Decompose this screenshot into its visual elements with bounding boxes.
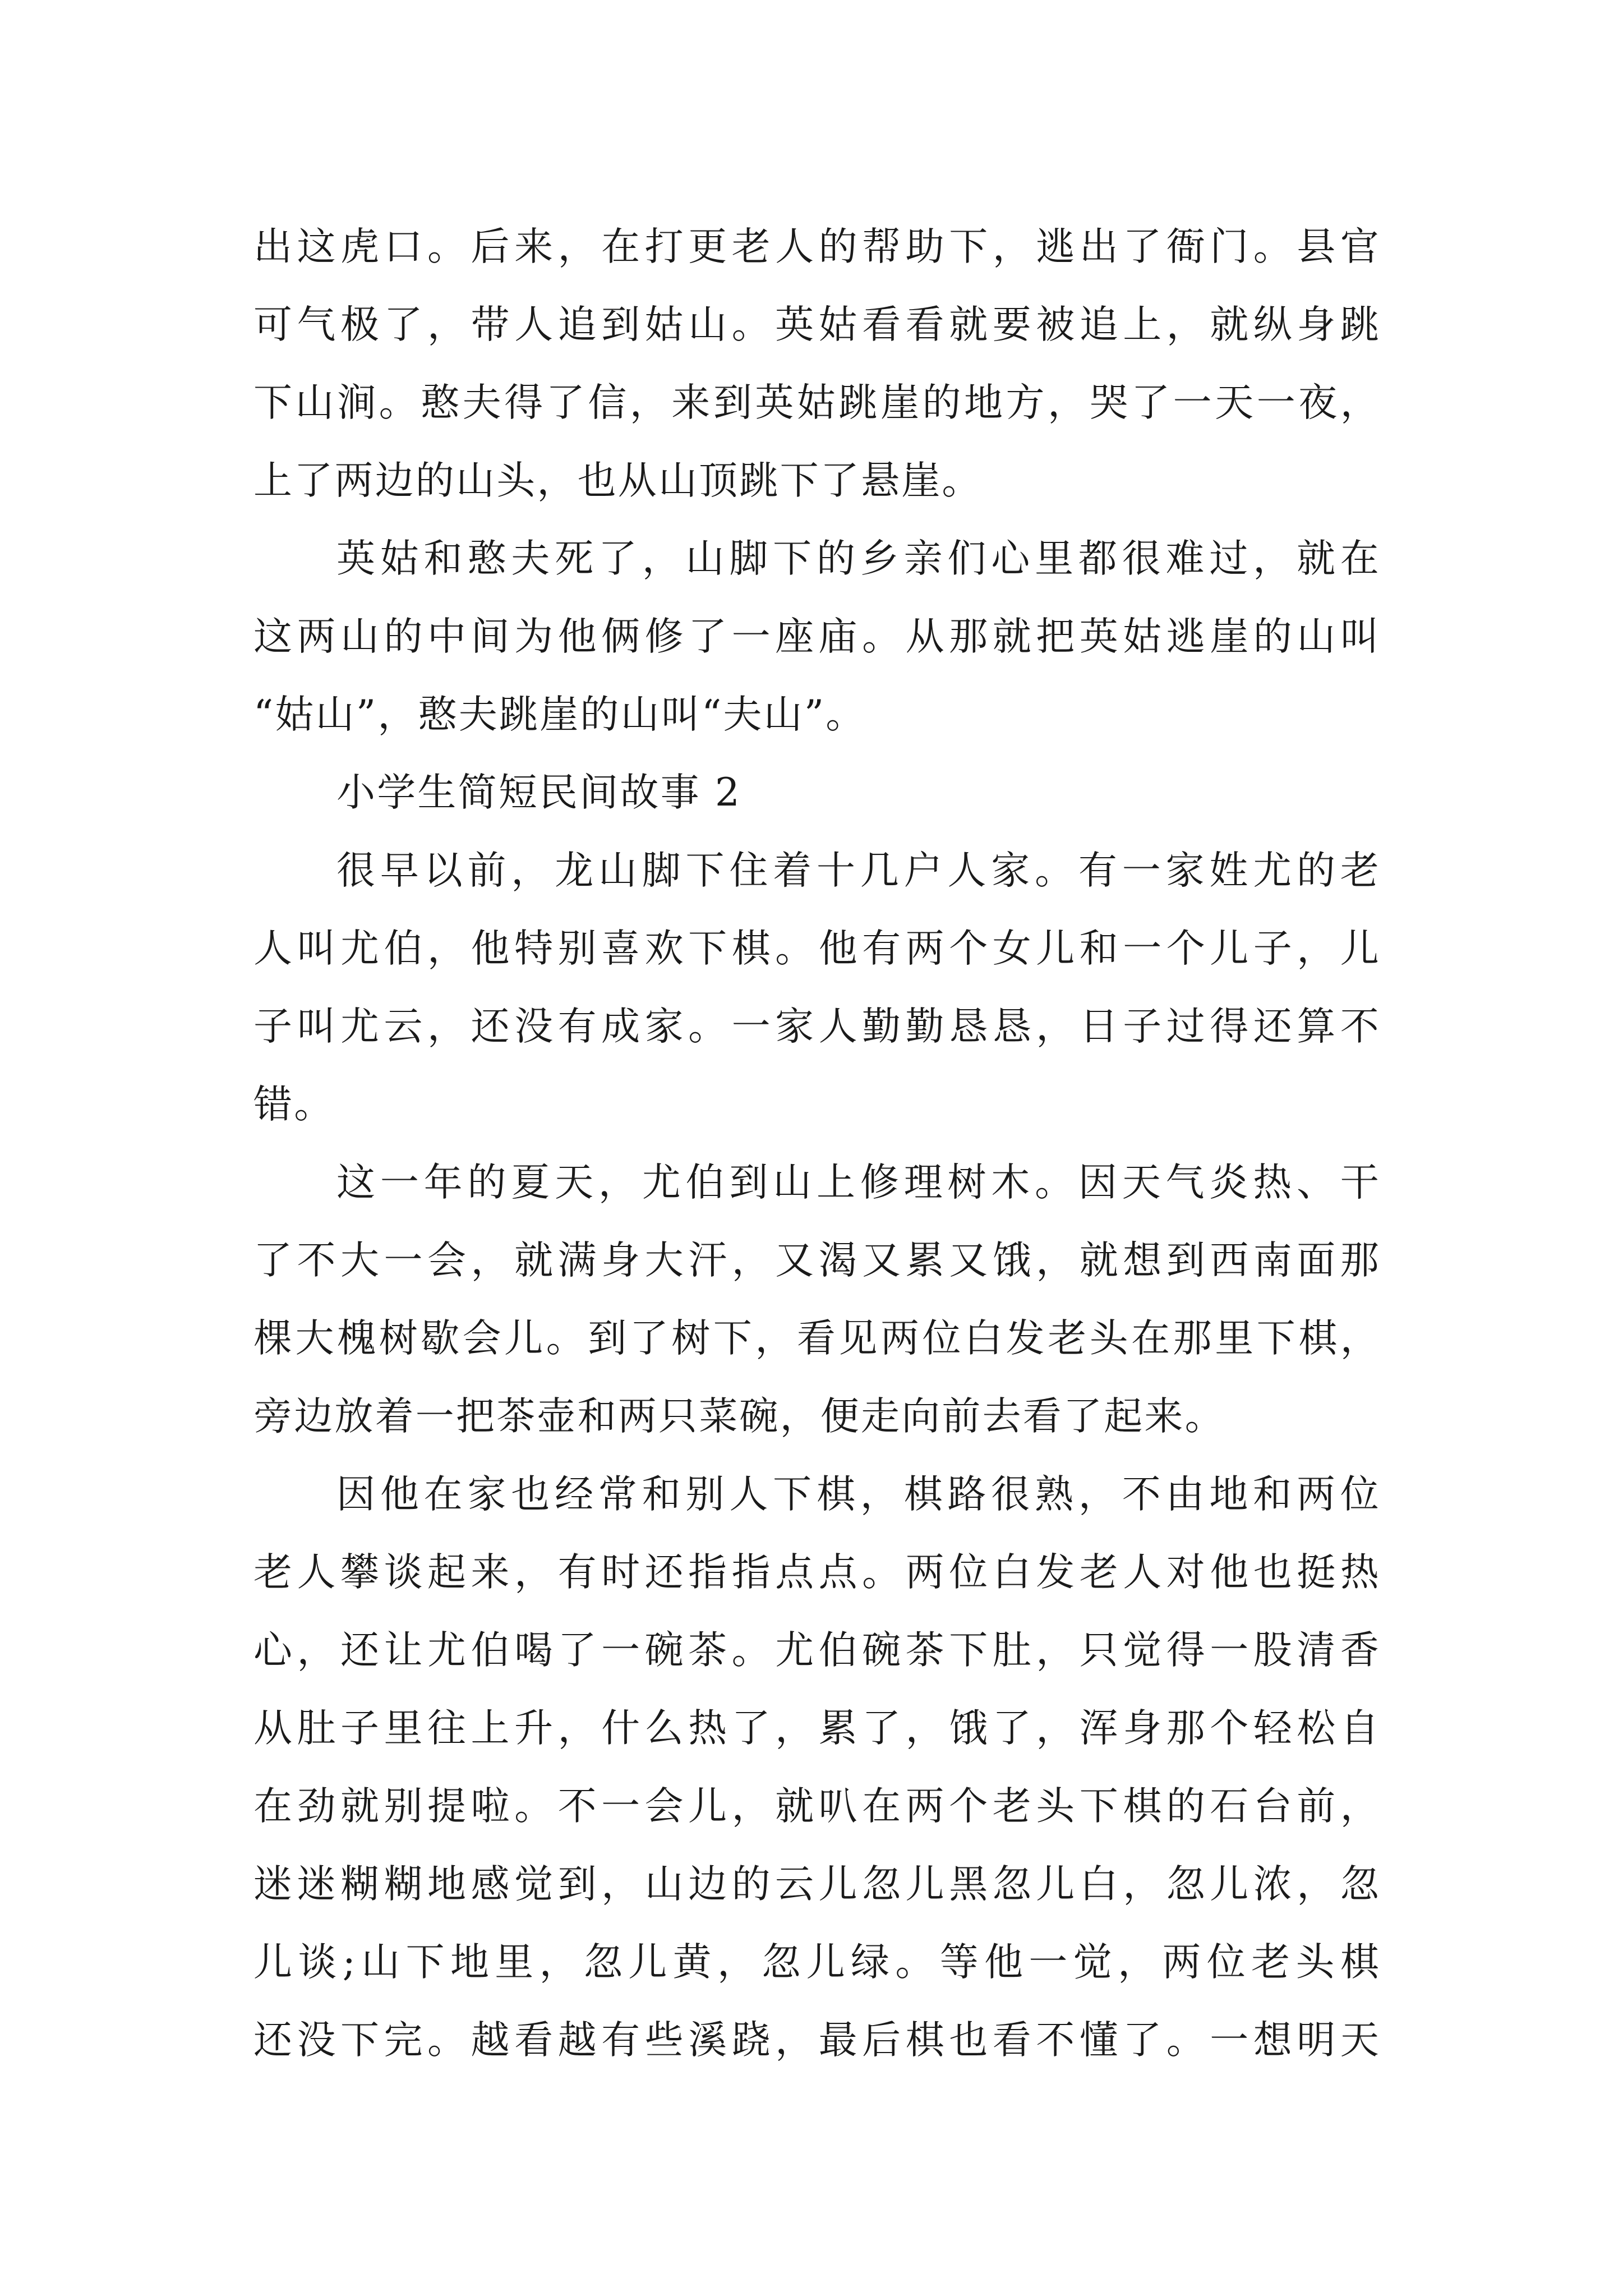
text-line: 出这虎口。后来，在打更老人的帮助下，逃出了衙门。县官 [253, 224, 1381, 269]
text-line: 这两山的中间为他俩修了一座庙。从那就把英姑逃崖的山叫 [253, 614, 1381, 659]
text-line: 还没下完。越看越有些溪跷，最后棋也看不懂了。一想明天 [253, 2018, 1381, 2063]
text-line: 子叫尤云，还没有成家。一家人勤勤恳恳，日子过得还算不 [253, 1004, 1381, 1049]
text-line: 人叫尤伯，他特别喜欢下棋。他有两个女儿和一个儿子，儿 [253, 926, 1381, 971]
text-line: 很早以前，龙山脚下住着十几户人家。有一家姓尤的老 [336, 848, 1381, 893]
text-line: 从肚子里往上升，什么热了，累了，饿了，浑身那个轻松自 [253, 1706, 1381, 1751]
text-line: 儿谈;山下地里，忽儿黄，忽儿绿。等他一觉，两位老头棋 [253, 1940, 1381, 1985]
text-line: 下山涧。憨夫得了信，来到英姑跳崖的地方，哭了一天一夜， [253, 380, 1381, 425]
text-line: 心，还让尤伯喝了一碗茶。尤伯碗茶下肚，只觉得一股清香 [253, 1628, 1381, 1673]
text-line: 上了两边的山头，也从山顶跳下了悬崖。 [253, 458, 983, 503]
text-line: 因他在家也经常和别人下棋，棋路很熟，不由地和两位 [336, 1472, 1381, 1517]
text-line: 旁边放着一把茶壶和两只菜碗，便走向前去看了起来。 [253, 1394, 1225, 1439]
text-line: 英姑和憨夫死了，山脚下的乡亲们心里都很难过，就在 [336, 536, 1381, 581]
text-line: 迷迷糊糊地感觉到，山边的云儿忽儿黑忽儿白，忽儿浓，忽 [253, 1862, 1381, 1907]
text-line: 在劲就别提啦。不一会儿，就叭在两个老头下棋的石台前， [253, 1784, 1381, 1829]
text-line: “姑山”，憨夫跳崖的山叫“夫山”。 [253, 692, 866, 737]
section-heading: 小学生简短民间故事 2 [336, 770, 742, 815]
text-line: 这一年的夏天，尤伯到山上修理树木。因天气炎热、干 [336, 1160, 1381, 1205]
text-line: 棵大槐树歇会儿。到了树下，看见两位白发老头在那里下棋， [253, 1316, 1381, 1361]
text-line: 了不大一会，就满身大汗，又渴又累又饿，就想到西南面那 [253, 1238, 1381, 1283]
text-line: 老人攀谈起来，有时还指指点点。两位白发老人对他也挺热 [253, 1550, 1381, 1595]
text-line: 错。 [253, 1082, 335, 1127]
text-line: 可气极了，带人追到姑山。英姑看看就要被追上，就纵身跳 [253, 302, 1381, 347]
